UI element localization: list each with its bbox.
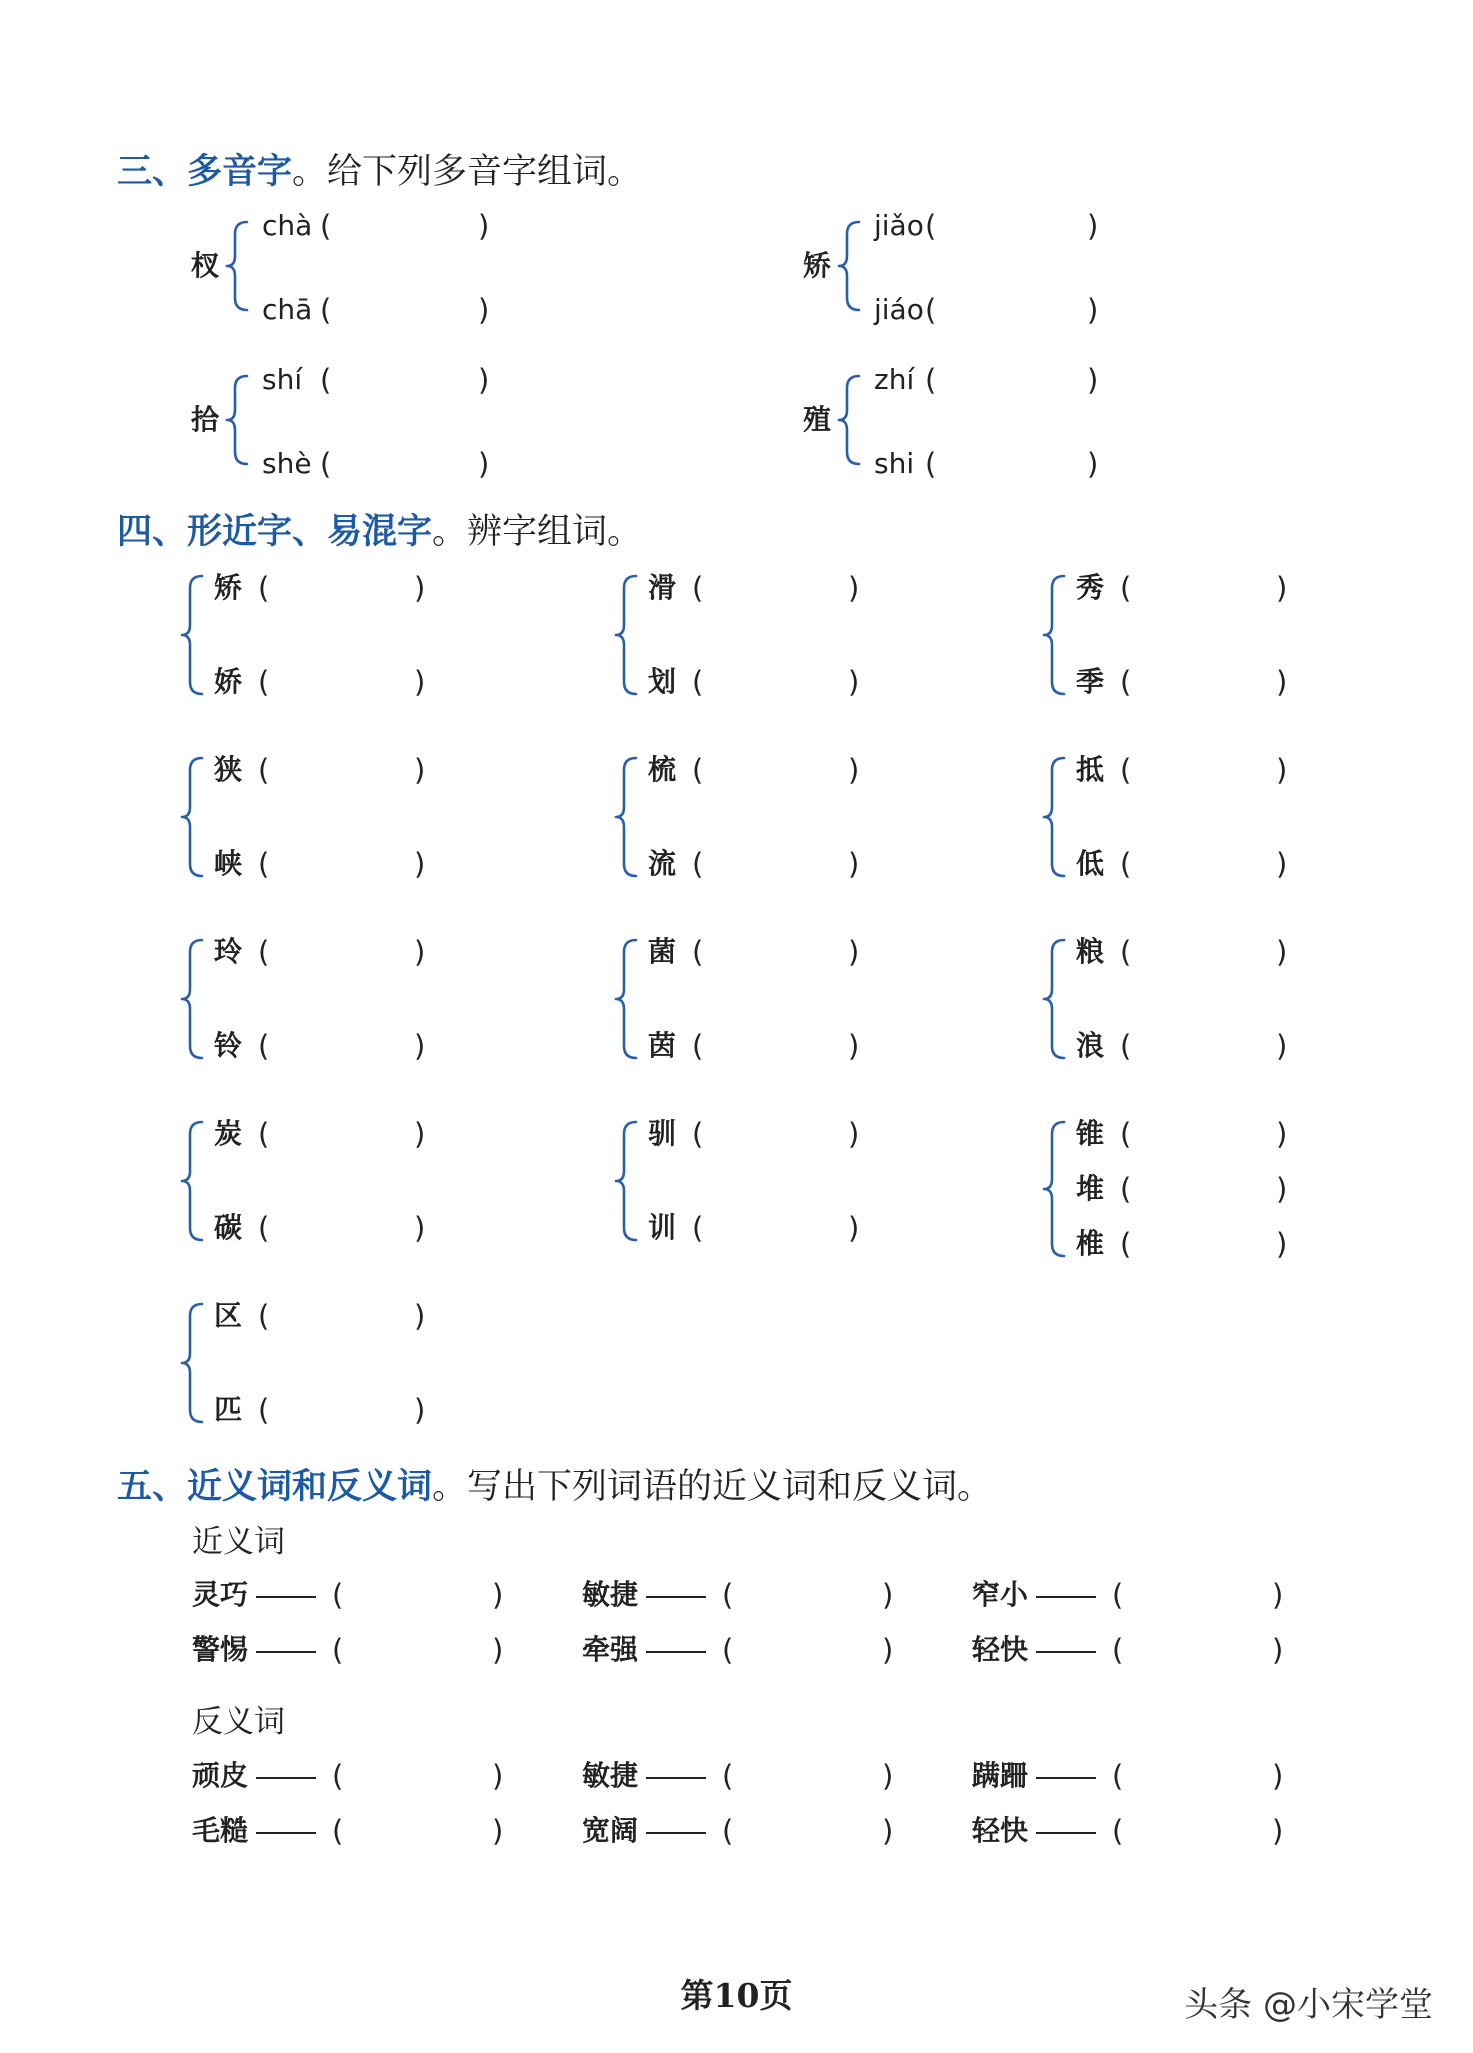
similar-char: 菌 — [648, 935, 677, 968]
synonym-word: 轻快 — [972, 1633, 1029, 1666]
similar-char: 匹 — [214, 1393, 243, 1426]
polyphonic-char: 杈 — [191, 249, 220, 282]
brace-path — [616, 1122, 636, 1240]
synonym-word: 牵强 — [582, 1633, 639, 1666]
dash-line — [646, 1832, 706, 1834]
similar-char: 划 — [648, 665, 677, 698]
answer-open-paren[interactable]: ( — [692, 1029, 704, 1063]
answer-open-paren[interactable]: ( — [722, 1578, 734, 1612]
similar-char: 狭 — [214, 753, 243, 786]
synonyms-heading: 近义词 — [192, 1524, 285, 1560]
answer-open-paren[interactable]: ( — [258, 1029, 270, 1063]
antonym-word: 顽皮 — [192, 1759, 249, 1792]
dash-line — [1036, 1832, 1096, 1834]
answer-close-paren[interactable]: ) — [848, 935, 860, 969]
antonym-word: 蹒跚 — [972, 1759, 1029, 1792]
brace-path — [182, 576, 202, 694]
answer-close-paren[interactable]: ) — [1272, 1759, 1284, 1793]
answer-open-paren[interactable]: ( — [258, 847, 270, 881]
brace-path — [1044, 576, 1064, 694]
answer-close-paren[interactable]: ) — [414, 1029, 426, 1063]
answer-close-paren[interactable]: ) — [882, 1814, 894, 1848]
answer-close-paren[interactable]: ) — [1276, 1117, 1288, 1151]
answer-open-paren[interactable]: ( — [332, 1814, 344, 1848]
brace-icon — [837, 374, 863, 466]
similar-char: 矫 — [214, 571, 243, 604]
answer-close-paren[interactable]: ) — [492, 1578, 504, 1612]
brace-icon — [180, 1120, 206, 1242]
answer-open-paren[interactable]: ( — [722, 1759, 734, 1793]
similar-char: 椎 — [1076, 1227, 1105, 1260]
brace-path — [182, 940, 202, 1058]
answer-open-paren[interactable]: ( — [258, 1299, 270, 1333]
brace-icon — [1042, 574, 1068, 696]
similar-char: 驯 — [648, 1117, 677, 1150]
answer-close-paren[interactable]: ) — [882, 1633, 894, 1667]
answer-close-paren[interactable]: ) — [1087, 363, 1099, 397]
answer-close-paren[interactable]: ) — [478, 363, 490, 397]
brace-icon — [225, 374, 251, 466]
answer-close-paren[interactable]: ) — [848, 665, 860, 699]
synonym-word: 灵巧 — [192, 1578, 249, 1611]
answer-open-paren[interactable]: ( — [1120, 1172, 1132, 1206]
answer-close-paren[interactable]: ) — [492, 1814, 504, 1848]
brace-icon — [180, 1302, 206, 1424]
answer-close-paren[interactable]: ) — [414, 1211, 426, 1245]
answer-open-paren[interactable]: ( — [1120, 935, 1132, 969]
pinyin-reading: shí — [262, 363, 303, 396]
answer-close-paren[interactable]: ) — [1272, 1633, 1284, 1667]
answer-open-paren[interactable]: ( — [1112, 1814, 1124, 1848]
section-5-instruction: 。写出下列词语的近义词和反义词。 — [432, 1467, 993, 1507]
answer-close-paren[interactable]: ) — [414, 753, 426, 787]
antonym-word: 敏捷 — [582, 1759, 639, 1792]
pinyin-reading: zhí — [874, 363, 915, 396]
answer-close-paren[interactable]: ) — [492, 1633, 504, 1667]
answer-open-paren[interactable]: ( — [1120, 1117, 1132, 1151]
similar-char: 抵 — [1076, 753, 1105, 786]
antonyms-heading: 反义词 — [192, 1704, 285, 1740]
synonym-word: 警惕 — [192, 1633, 249, 1666]
brace-path — [616, 940, 636, 1058]
answer-close-paren[interactable]: ) — [414, 1299, 426, 1333]
section-5-highlight: 五、近义词和反义词 — [117, 1467, 433, 1507]
answer-close-paren[interactable]: ) — [478, 447, 490, 481]
answer-open-paren[interactable]: ( — [320, 447, 332, 481]
answer-close-paren[interactable]: ) — [848, 847, 860, 881]
answer-open-paren[interactable]: ( — [320, 209, 332, 243]
answer-close-paren[interactable]: ) — [848, 571, 860, 605]
answer-close-paren[interactable]: ) — [1276, 1227, 1288, 1261]
answer-open-paren[interactable]: ( — [258, 1393, 270, 1427]
brace-icon — [614, 756, 640, 878]
dash-line — [1036, 1596, 1096, 1598]
answer-close-paren[interactable]: ) — [882, 1759, 894, 1793]
similar-char: 秀 — [1076, 571, 1105, 604]
brace-path — [839, 222, 859, 310]
answer-open-paren[interactable]: ( — [1120, 847, 1132, 881]
brace-icon — [180, 756, 206, 878]
dash-line — [256, 1596, 316, 1598]
answer-close-paren[interactable]: ) — [1276, 1172, 1288, 1206]
answer-open-paren[interactable]: ( — [258, 753, 270, 787]
antonym-word: 宽阔 — [582, 1814, 639, 1847]
answer-open-paren[interactable]: ( — [692, 665, 704, 699]
brace-path — [839, 376, 859, 464]
answer-close-paren[interactable]: ) — [414, 571, 426, 605]
answer-open-paren[interactable]: ( — [925, 447, 937, 481]
dash-line — [646, 1777, 706, 1779]
brace-icon — [225, 220, 251, 312]
similar-char: 茵 — [648, 1029, 677, 1062]
answer-open-paren[interactable]: ( — [1112, 1578, 1124, 1612]
answer-close-paren[interactable]: ) — [848, 753, 860, 787]
answer-open-paren[interactable]: ( — [692, 571, 704, 605]
answer-close-paren[interactable]: ) — [1087, 293, 1099, 327]
answer-close-paren[interactable]: ) — [492, 1759, 504, 1793]
synonym-word: 窄小 — [972, 1578, 1029, 1611]
antonym-word: 轻快 — [972, 1814, 1029, 1847]
brace-path — [182, 758, 202, 876]
polyphonic-char: 矫 — [803, 249, 832, 282]
answer-close-paren[interactable]: ) — [478, 209, 490, 243]
answer-open-paren[interactable]: ( — [1120, 665, 1132, 699]
answer-open-paren[interactable]: ( — [258, 935, 270, 969]
answer-close-paren[interactable]: ) — [882, 1578, 894, 1612]
answer-open-paren[interactable]: ( — [722, 1814, 734, 1848]
dash-line — [256, 1777, 316, 1779]
answer-close-paren[interactable]: ) — [1276, 571, 1288, 605]
brace-icon — [837, 220, 863, 312]
answer-close-paren[interactable]: ) — [1276, 935, 1288, 969]
answer-open-paren[interactable]: ( — [258, 571, 270, 605]
answer-close-paren[interactable]: ) — [1276, 753, 1288, 787]
dash-line — [256, 1832, 316, 1834]
brace-icon — [614, 938, 640, 1060]
answer-close-paren[interactable]: ) — [848, 1211, 860, 1245]
similar-char: 浪 — [1076, 1029, 1105, 1062]
similar-char: 低 — [1076, 847, 1105, 880]
answer-open-paren[interactable]: ( — [1120, 571, 1132, 605]
section-3-title — [117, 150, 642, 194]
answer-open-paren[interactable]: ( — [1112, 1633, 1124, 1667]
section-4-instruction: 。辨字组词。 — [432, 512, 643, 552]
antonym-word: 毛糙 — [192, 1814, 249, 1847]
answer-open-paren[interactable]: ( — [692, 847, 704, 881]
answer-open-paren[interactable]: ( — [332, 1578, 344, 1612]
answer-open-paren[interactable]: ( — [692, 1117, 704, 1151]
similar-char: 区 — [214, 1299, 243, 1332]
answer-close-paren[interactable]: ) — [414, 665, 426, 699]
similar-char: 粮 — [1076, 935, 1105, 968]
pinyin-reading: jiáo — [874, 293, 924, 326]
similar-char: 碳 — [214, 1211, 243, 1244]
dash-line — [1036, 1777, 1096, 1779]
brace-path — [616, 576, 636, 694]
similar-char: 训 — [648, 1211, 677, 1244]
similar-char: 滑 — [648, 571, 677, 604]
pinyin-reading: chà — [262, 209, 313, 242]
answer-close-paren[interactable]: ) — [1087, 209, 1099, 243]
answer-close-paren[interactable]: ) — [1276, 665, 1288, 699]
answer-open-paren[interactable]: ( — [1120, 1227, 1132, 1261]
answer-close-paren[interactable]: ) — [1272, 1578, 1284, 1612]
section-4-title — [117, 510, 642, 554]
polyphonic-char: 拾 — [191, 403, 220, 436]
section-3-instruction: 。给下列多音字组词。 — [292, 152, 643, 192]
dash-line — [1036, 1651, 1096, 1653]
brace-path — [1044, 758, 1064, 876]
brace-path — [1044, 940, 1064, 1058]
watermark: 头条 @小宋学堂 — [1184, 1985, 1433, 2025]
brace-icon — [1042, 1120, 1068, 1258]
answer-open-paren[interactable]: ( — [1120, 753, 1132, 787]
similar-char: 堆 — [1076, 1172, 1105, 1205]
answer-close-paren[interactable]: ) — [848, 1117, 860, 1151]
brace-path — [182, 1304, 202, 1422]
pinyin-reading: jiǎo — [874, 209, 924, 242]
brace-path — [182, 1122, 202, 1240]
answer-open-paren[interactable]: ( — [692, 753, 704, 787]
brace-path — [227, 222, 247, 310]
brace-path — [227, 376, 247, 464]
brace-icon — [614, 574, 640, 696]
similar-char: 锥 — [1076, 1117, 1105, 1150]
answer-open-paren[interactable]: ( — [692, 935, 704, 969]
answer-open-paren[interactable]: ( — [925, 209, 937, 243]
answer-close-paren[interactable]: ) — [1276, 1029, 1288, 1063]
brace-path — [616, 758, 636, 876]
answer-close-paren[interactable]: ) — [848, 1029, 860, 1063]
answer-open-paren[interactable]: ( — [258, 665, 270, 699]
similar-char: 娇 — [214, 665, 243, 698]
pinyin-reading: shi — [874, 447, 915, 480]
answer-close-paren[interactable]: ) — [1276, 847, 1288, 881]
answer-open-paren[interactable]: ( — [258, 1117, 270, 1151]
brace-icon — [614, 1120, 640, 1242]
answer-open-paren[interactable]: ( — [1120, 1029, 1132, 1063]
polyphonic-char: 殖 — [803, 403, 832, 436]
synonym-word: 敏捷 — [582, 1578, 639, 1611]
similar-char: 炭 — [214, 1117, 243, 1150]
answer-close-paren[interactable]: ) — [414, 1117, 426, 1151]
pinyin-reading: chā — [262, 293, 313, 326]
answer-close-paren[interactable]: ) — [1087, 447, 1099, 481]
answer-open-paren[interactable]: ( — [722, 1633, 734, 1667]
brace-icon — [1042, 756, 1068, 878]
answer-close-paren[interactable]: ) — [414, 935, 426, 969]
dash-line — [256, 1651, 316, 1653]
section-4-highlight: 四、形近字、易混字 — [117, 512, 433, 552]
dash-line — [646, 1596, 706, 1598]
answer-open-paren[interactable]: ( — [692, 1211, 704, 1245]
answer-open-paren[interactable]: ( — [332, 1759, 344, 1793]
pinyin-reading: shè — [262, 447, 312, 480]
brace-icon — [1042, 938, 1068, 1060]
answer-close-paren[interactable]: ) — [1272, 1814, 1284, 1848]
similar-char: 峡 — [214, 847, 243, 880]
similar-char: 流 — [648, 847, 677, 880]
answer-close-paren[interactable]: ) — [414, 1393, 426, 1427]
similar-char: 季 — [1076, 665, 1105, 698]
answer-open-paren[interactable]: ( — [1112, 1759, 1124, 1793]
answer-open-paren[interactable]: ( — [320, 363, 332, 397]
answer-open-paren[interactable]: ( — [258, 1211, 270, 1245]
answer-open-paren[interactable]: ( — [925, 293, 937, 327]
answer-close-paren[interactable]: ) — [414, 847, 426, 881]
similar-char: 玲 — [214, 935, 243, 968]
section-5-title — [117, 1465, 992, 1509]
brace-icon — [180, 574, 206, 696]
similar-char: 铃 — [214, 1029, 243, 1062]
section-3-highlight: 三、多音字 — [117, 152, 293, 192]
brace-path — [1044, 1122, 1064, 1256]
brace-icon — [180, 938, 206, 1060]
answer-open-paren[interactable]: ( — [320, 293, 332, 327]
dash-line — [646, 1651, 706, 1653]
answer-open-paren[interactable]: ( — [332, 1633, 344, 1667]
similar-char: 梳 — [648, 753, 677, 786]
page-number: 第10页 — [680, 1976, 793, 2015]
answer-open-paren[interactable]: ( — [925, 363, 937, 397]
answer-close-paren[interactable]: ) — [478, 293, 490, 327]
